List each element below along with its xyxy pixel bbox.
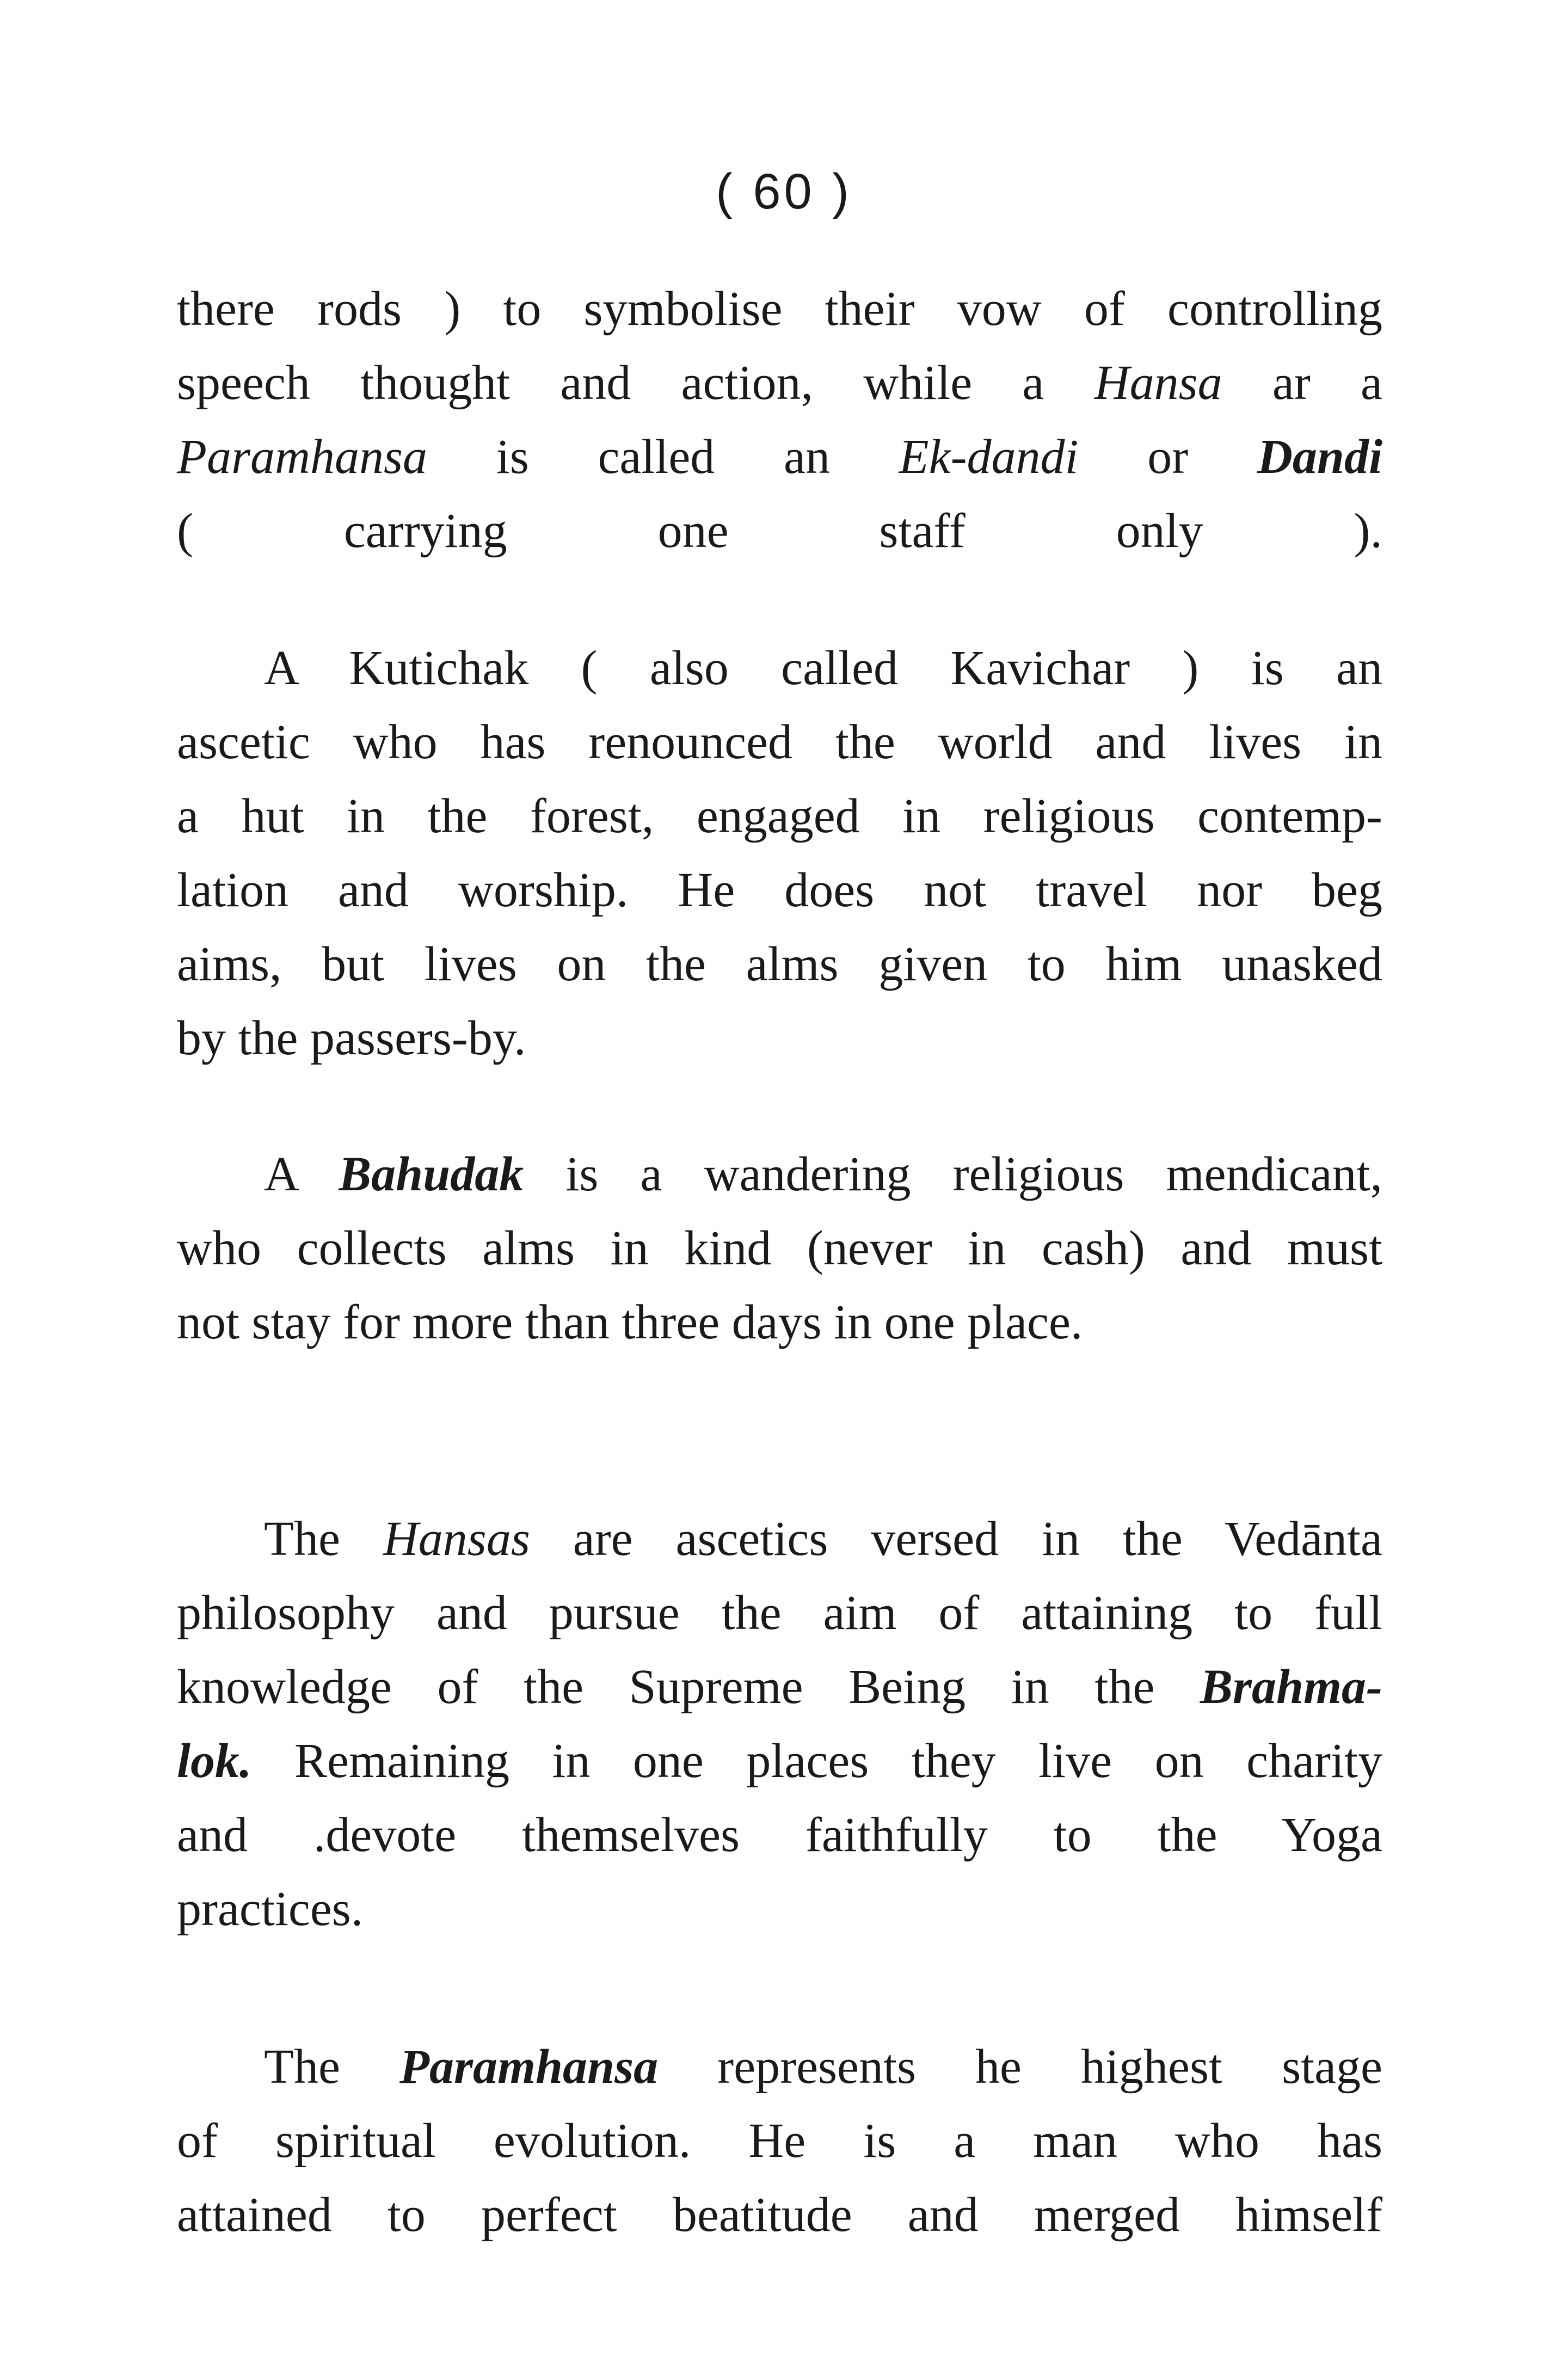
text-line bbox=[177, 1576, 1382, 1650]
text-line bbox=[177, 2178, 1382, 2252]
text-segment: A bbox=[264, 1147, 339, 1201]
text-segment: The bbox=[264, 2040, 399, 2094]
text-line bbox=[177, 2104, 1382, 2178]
text-segment: ( carrying one staff only ). bbox=[177, 504, 1382, 558]
text-segment: there rods ) to symbolise their vow of controlling bbox=[177, 282, 1382, 336]
text-line bbox=[177, 1650, 1382, 1724]
text-segment: Remaining in one places they live on charity bbox=[251, 1734, 1382, 1788]
text-line bbox=[177, 1798, 1382, 1872]
text-segment: represents he highest stage bbox=[658, 2040, 1383, 2094]
text-segment: are ascetics versed in the Vedānta bbox=[530, 1512, 1382, 1566]
text-segment: attained to perfect beatitude and merged himself bbox=[177, 2188, 1382, 2242]
page-number: ( 60 ) bbox=[716, 164, 852, 219]
text-line bbox=[177, 1286, 1382, 1360]
text-segment: a hut in the forest, engaged in religious contemp- bbox=[177, 789, 1382, 843]
text-segment: ar a bbox=[1222, 356, 1382, 410]
emphasized-term: Bahudak bbox=[339, 1147, 524, 1201]
text-line bbox=[177, 1502, 1382, 1576]
text-segment: who collects alms in kind (never in cash) and must bbox=[177, 1221, 1382, 1275]
text-segment: of spiritual evolution. He is a man who has bbox=[177, 2114, 1382, 2168]
text-line bbox=[177, 705, 1382, 779]
text-segment: lation and worship. He does not travel nor beg bbox=[177, 863, 1382, 917]
text-line bbox=[177, 420, 1382, 494]
text-line bbox=[177, 853, 1382, 927]
text-line bbox=[177, 927, 1382, 1001]
text-line bbox=[177, 1138, 1382, 1212]
text-line bbox=[177, 346, 1382, 420]
text-segment: The bbox=[264, 1512, 383, 1566]
text-line bbox=[177, 1724, 1382, 1798]
text-segment: knowledge of the Supreme Being in the bbox=[177, 1660, 1200, 1714]
text-segment: not stay for more than three days in one place. bbox=[177, 1295, 1083, 1349]
text-line bbox=[177, 272, 1382, 346]
text-line bbox=[177, 779, 1382, 853]
text-segment: philosophy and pursue the aim of attaining to full bbox=[177, 1586, 1382, 1640]
text-segment: speech thought and action, while a bbox=[177, 356, 1094, 410]
emphasized-term: Brahma- bbox=[1200, 1660, 1382, 1714]
emphasized-term: Hansa bbox=[1094, 356, 1222, 410]
text-segment: and .devote themselves faithfully to the Yoga bbox=[177, 1808, 1382, 1862]
emphasized-term: Hansas bbox=[383, 1512, 530, 1566]
text-line bbox=[177, 1212, 1382, 1286]
paragraph-staff-carriers bbox=[177, 272, 1382, 568]
emphasized-term: Paramhansa bbox=[399, 2040, 659, 2094]
text-line bbox=[177, 494, 1382, 568]
text-line bbox=[177, 631, 1382, 705]
paragraph-paramhansa bbox=[177, 2030, 1382, 2252]
text-segment: aims, but lives on the alms given to him unasked bbox=[177, 937, 1382, 991]
paragraph-kutichak bbox=[177, 631, 1382, 1075]
text-segment: practices. bbox=[177, 1882, 364, 1936]
text-segment: or bbox=[1078, 430, 1257, 484]
text-segment: A Kutichak ( also called Kavichar ) is an bbox=[264, 641, 1382, 695]
text-segment: is called an bbox=[427, 430, 899, 484]
text-segment: is a wandering religious mendicant, bbox=[524, 1147, 1383, 1201]
emphasized-term: Dandi bbox=[1257, 430, 1382, 484]
text-line bbox=[177, 2030, 1382, 2104]
paragraph-bahudak bbox=[177, 1138, 1382, 1360]
emphasized-term: lok. bbox=[177, 1734, 252, 1788]
emphasized-term: Ek-dandi bbox=[899, 430, 1079, 484]
text-line bbox=[177, 1001, 1382, 1075]
paragraph-hansas bbox=[177, 1502, 1382, 1946]
text-segment: by the passers-by. bbox=[177, 1011, 526, 1065]
text-line bbox=[177, 1872, 1382, 1946]
emphasized-term: Paramhansa bbox=[177, 430, 428, 484]
text-segment: ascetic who has renounced the world and lives in bbox=[177, 715, 1382, 769]
